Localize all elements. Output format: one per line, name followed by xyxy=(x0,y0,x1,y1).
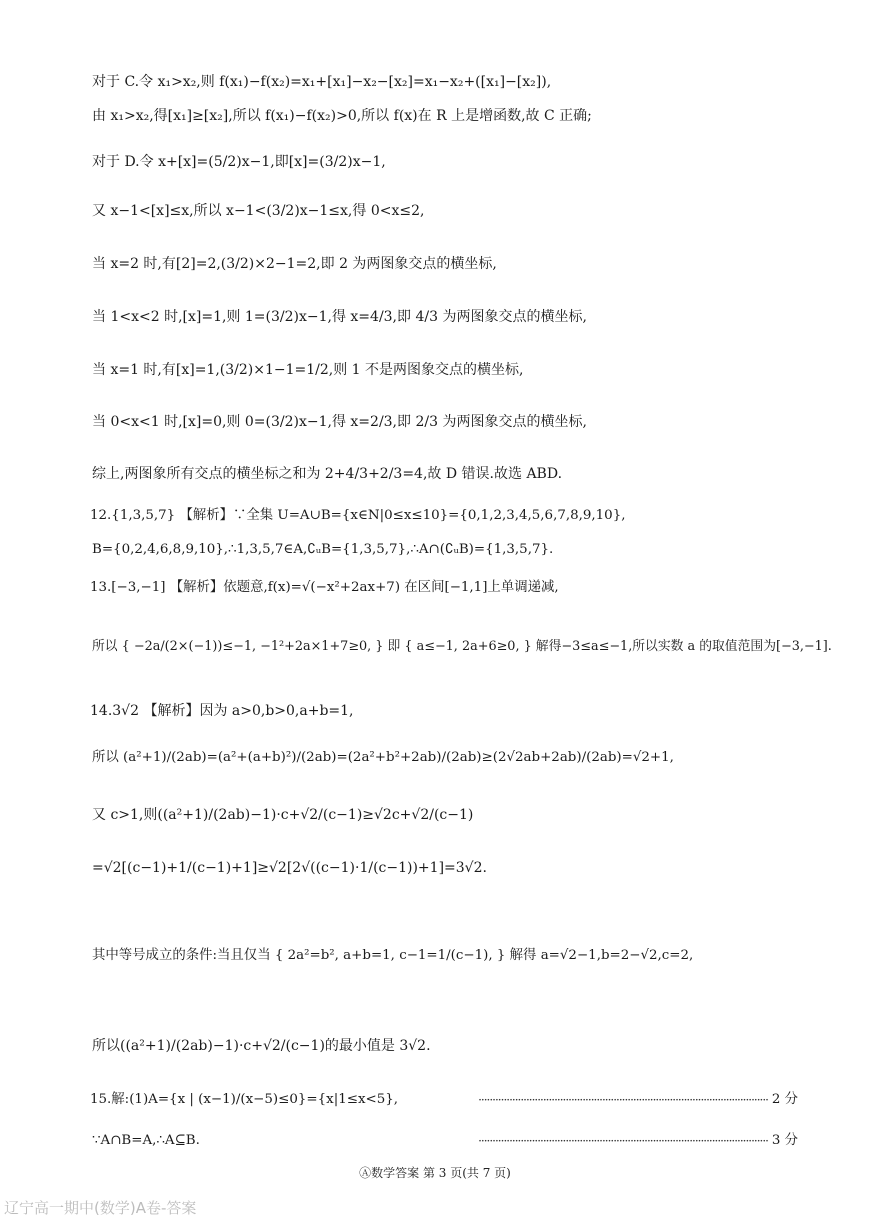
text-line: 所以((a²+1)/(2ab)−1)·c+√2/(c−1)的最小值是 3√2. xyxy=(92,1038,431,1054)
text-line: 当 0<x<1 时,[x]=0,则 0=(3/2)x−1,得 x=2/3,即 2/3 为两图象交点的横坐标, xyxy=(92,414,587,430)
text-line: 当 x=1 时,有[x]=1,(3/2)×1−1=1/2,则 1 不是两图象交点的横坐标, xyxy=(92,362,524,378)
score-value: 3 分 xyxy=(771,1133,798,1148)
text-line: 对于 D.令 x+[x]=(5/2)x−1,即[x]=(3/2)x−1, xyxy=(92,154,386,170)
text-line: 对于 C.令 x₁>x₂,则 f(x₁)−f(x₂)=x₁+[x₁]−x₂−[x₂]=x₁−x₂+([x₁]−[x₂]), xyxy=(92,74,552,90)
score-value: 2 分 xyxy=(771,1092,798,1107)
text-line: 所以 { −2a/(2×(−1))≤−1, −1²+2a×1+7≥0, } 即 { a≤−1, 2a+6≥0, } 解得−3≤a≤−1,所以实数 a 的取值范围为[−3,−1]. xyxy=(92,639,832,654)
text-line: =√2[(c−1)+1/(c−1)+1]≥√2[2√((c−1)·1/(c−1))+1]=3√2. xyxy=(92,860,487,876)
problem-15-line xyxy=(90,1090,798,1110)
page-footer: Ⓐ数学答案 第 3 页(共 7 页) xyxy=(359,1166,511,1180)
problem-14-line: 14.3√2 【解析】因为 a>0,b>0,a+b=1, xyxy=(90,703,354,719)
text-line: 又 x−1<[x]≤x,所以 x−1<(3/2)x−1≤x,得 0<x≤2, xyxy=(92,203,425,219)
text-line: B={0,2,4,6,8,9,10},∴1,3,5,7∈A,∁ᵤB={1,3,5,7},∴A∩(∁ᵤB)={1,3,5,7}. xyxy=(92,542,554,557)
text-line: 当 x=2 时,有[2]=2,(3/2)×2−1=2,即 2 为两图象交点的横坐标, xyxy=(92,256,497,272)
leader-dots: ······································································································· xyxy=(478,1093,768,1107)
problem-13-line: 13.[−3,−1] 【解析】依题意,f(x)=√(−x²+2ax+7) 在区间[−1,1]上单调递减, xyxy=(90,580,559,595)
problem-12-line: 12.{1,3,5,7} 【解析】∵全集 U=A∪B={x∈N|0≤x≤10}={0,1,2,3,4,5,6,7,8,9,10}, xyxy=(90,508,626,523)
text-line: 综上,两图象所有交点的横坐标之和为 2+4/3+2/3=4,故 D 错误.故选 ABD. xyxy=(92,466,563,482)
text-line: 由 x₁>x₂,得[x₁]≥[x₂],所以 f(x₁)−f(x₂)>0,所以 f(x)在 R 上是增函数,故 C 正确; xyxy=(92,108,592,124)
watermark-text: 辽宁高一期中(数学)A卷-答案 xyxy=(4,1199,197,1217)
score-line-text: 15.解:(1)A={x | (x−1)/(x−5)≤0}={x|1≤x<5}, xyxy=(90,1092,402,1107)
text-line: 当 1<x<2 时,[x]=1,则 1=(3/2)x−1,得 x=4/3,即 4/3 为两图象交点的横坐标, xyxy=(92,309,587,325)
text-line: 又 c>1,则((a²+1)/(2ab)−1)·c+√2/(c−1)≥√2c+√2/(c−1) xyxy=(92,807,474,823)
score-line xyxy=(92,1131,798,1151)
leader-dots: ······································································································· xyxy=(478,1134,768,1148)
score-line-text: ∵A∩B=A,∴A⊆B. xyxy=(92,1133,204,1148)
text-line: 其中等号成立的条件:当且仅当 { 2a²=b², a+b=1, c−1=1/(c−1), } 解得 a=√2−1,b=2−√2,c=2, xyxy=(92,948,694,963)
text-line: 所以 (a²+1)/(2ab)=(a²+(a+b)²)/(2ab)=(2a²+b²+2ab)/(2ab)≥(2√2ab+2ab)/(2ab)=√2+1, xyxy=(92,750,674,765)
